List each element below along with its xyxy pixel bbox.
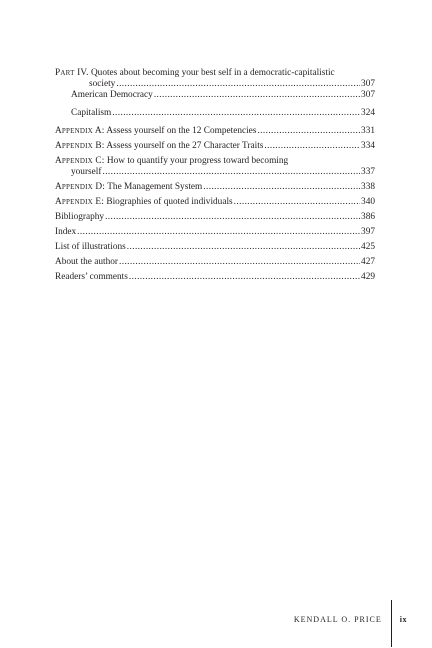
entry-title: Readers’ comments <box>55 272 128 282</box>
entry-title: Assess yourself on the 27 Character Traits <box>106 141 264 151</box>
page-number: 386 <box>361 212 375 222</box>
page-number: 427 <box>361 257 375 267</box>
table-of-contents <box>55 68 375 283</box>
entry-title: Capitalism <box>71 108 112 118</box>
toc-entry-american-democracy <box>55 90 375 101</box>
leader-dots <box>203 182 360 193</box>
entry-title-line1: How to quantify your progress toward becoming <box>106 156 289 166</box>
appendix-label: Appendix B: <box>55 141 105 151</box>
page-number: 429 <box>361 272 375 282</box>
leader-dots <box>119 257 360 268</box>
entry-title: Index <box>55 227 77 237</box>
leader-dots <box>102 167 360 178</box>
appendix-label: Appendix D: <box>55 182 106 192</box>
leader-dots <box>264 141 360 152</box>
page-number: 425 <box>361 242 375 252</box>
page-number: 337 <box>361 167 375 177</box>
running-footer <box>294 600 407 648</box>
footer-divider <box>391 600 392 647</box>
part-title-line1: Quotes about becoming your best self in a democratic-capitalistic <box>90 68 335 78</box>
footer-author: KENDALL O. PRICE <box>293 615 382 624</box>
appendix-label: Appendix A: <box>55 126 105 136</box>
page-number: 331 <box>361 126 375 136</box>
appendix-label: Appendix C: <box>55 156 105 166</box>
leader-dots <box>129 272 360 283</box>
leader-dots <box>105 212 360 223</box>
page-number: 307 <box>361 79 375 89</box>
toc-entry-readers-comments <box>55 272 375 283</box>
leader-dots <box>112 108 360 119</box>
entry-title: The Management System <box>107 182 203 192</box>
toc-entry-about-the-author <box>55 257 375 268</box>
leader-dots <box>257 126 360 137</box>
entry-title: About the author <box>55 257 118 267</box>
entry-title: Bibliography <box>55 212 105 222</box>
toc-entry-index <box>55 227 375 238</box>
page-number: 307 <box>361 90 375 100</box>
toc-entry-bibliography <box>55 212 375 223</box>
page-number: 334 <box>361 141 375 151</box>
page-folio: ix <box>399 615 407 624</box>
entry-title: List of illustrations <box>55 242 126 252</box>
toc-entry-capitalism <box>55 108 375 119</box>
page-number: 338 <box>361 182 375 192</box>
leader-dots <box>234 197 360 208</box>
toc-entry-list-of-illustrations <box>55 242 375 253</box>
entry-title: Biographies of quoted individuals <box>106 197 233 207</box>
toc-entry-appendix-c <box>55 156 375 178</box>
page-number: 324 <box>361 108 375 118</box>
part-title-line2: society <box>89 79 116 89</box>
part-label: Part IV. <box>55 68 89 78</box>
entry-title: American Democracy <box>71 90 153 100</box>
leader-dots <box>127 242 360 253</box>
toc-entry-appendix-e <box>55 197 375 208</box>
leader-dots <box>154 90 360 101</box>
page-number: 340 <box>361 197 375 207</box>
toc-entry-appendix-a <box>55 126 375 137</box>
leader-dots <box>116 79 360 90</box>
toc-entry-appendix-b <box>55 141 375 152</box>
toc-entry-appendix-d <box>55 182 375 193</box>
leader-dots <box>77 227 360 238</box>
entry-title: Assess yourself on the 12 Competencies <box>106 126 257 136</box>
appendix-label: Appendix E: <box>55 197 105 207</box>
page-number: 397 <box>361 227 375 237</box>
entry-title-line2: yourself <box>71 167 102 177</box>
toc-entry-part-iv <box>55 68 375 90</box>
